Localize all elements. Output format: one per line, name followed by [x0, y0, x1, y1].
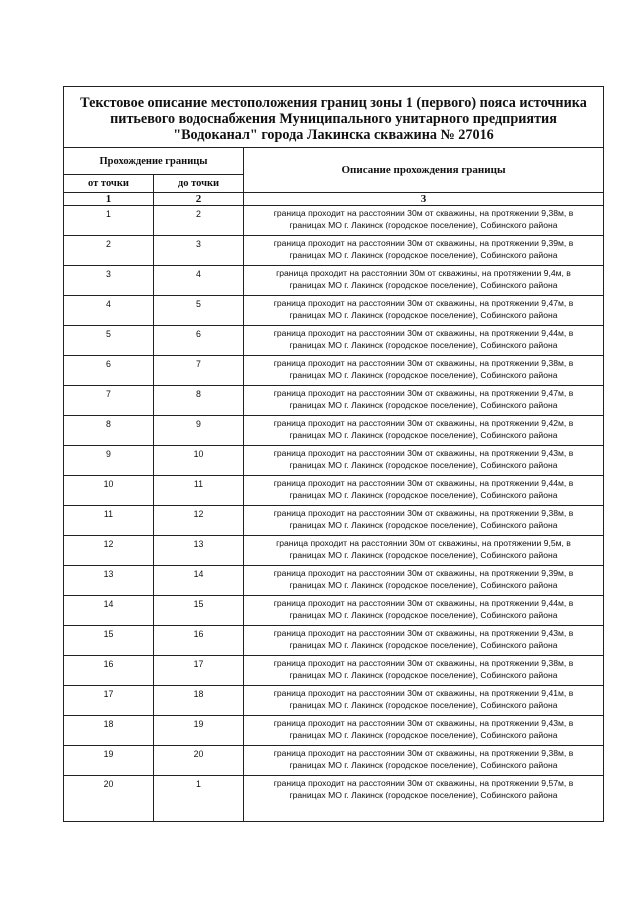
- to-point-cell: 11: [154, 476, 244, 506]
- description-line-2: границах МО г. Лакинск (городское поселение), Собинского района: [289, 460, 558, 470]
- table-row: [64, 266, 604, 296]
- to-point-cell: 3: [154, 236, 244, 266]
- to-point-cell: 6: [154, 326, 244, 356]
- table-row: [64, 536, 604, 566]
- table-row: [64, 446, 604, 476]
- table-row: [64, 476, 604, 506]
- description-line-2: границах МО г. Лакинск (городское поселение), Собинского района: [289, 370, 558, 380]
- description-line-2: границах МО г. Лакинск (городское поселение), Собинского района: [289, 340, 558, 350]
- to-point-cell: 4: [154, 266, 244, 296]
- table-row: [64, 596, 604, 626]
- table-row: [64, 506, 604, 536]
- from-point-cell: 11: [64, 506, 154, 536]
- description-line-2: границах МО г. Лакинск (городское поселение), Собинского района: [289, 760, 558, 770]
- to-point-cell: 15: [154, 596, 244, 626]
- description-line-1: граница проходит на расстоянии 30м от скважины, на протяжении 9,42м, в: [273, 418, 574, 428]
- from-point-cell: 4: [64, 296, 154, 326]
- to-point-cell: 7: [154, 356, 244, 386]
- description-line-1: граница проходит на расстоянии 30м от скважины, на протяжении 9,44м, в: [273, 478, 574, 488]
- description-line-1: граница проходит на расстоянии 30м от скважины, на протяжении 9,39м, в: [273, 238, 574, 248]
- header-row-group: [64, 148, 604, 175]
- description-cell: [244, 536, 604, 566]
- table-row: [64, 236, 604, 266]
- description-cell: [244, 446, 604, 476]
- from-point-cell: 7: [64, 386, 154, 416]
- description-cell: [244, 596, 604, 626]
- column-number: 2: [154, 193, 244, 206]
- table-row: [64, 746, 604, 776]
- description-header: Описание прохождения границы: [244, 148, 604, 193]
- description-line-1: граница проходит на расстоянии 30м от скважины, на протяжении 9,43м, в: [273, 628, 574, 638]
- to-point-cell: 14: [154, 566, 244, 596]
- column-number: 1: [64, 193, 154, 206]
- description-line-1: граница проходит на расстоянии 30м от скважины, на протяжении 9,5м, в: [276, 538, 571, 548]
- description-line-2: границах МО г. Лакинск (городское поселение), Собинского района: [289, 790, 558, 800]
- from-point-cell: 6: [64, 356, 154, 386]
- to-point-cell: 5: [154, 296, 244, 326]
- description-line-2: границах МО г. Лакинск (городское поселение), Собинского района: [289, 280, 558, 290]
- from-point-cell: 2: [64, 236, 154, 266]
- description-line-1: граница проходит на расстоянии 30м от скважины, на протяжении 9,47м, в: [273, 388, 574, 398]
- description-line-1: граница проходит на расстоянии 30м от скважины, на протяжении 9,44м, в: [273, 328, 574, 338]
- table-row: [64, 386, 604, 416]
- description-line-1: граница проходит на расстоянии 30м от скважины, на протяжении 9,38м, в: [273, 658, 574, 668]
- document-sheet: [63, 86, 603, 822]
- to-point-cell: 16: [154, 626, 244, 656]
- to-point-cell: 13: [154, 536, 244, 566]
- description-cell: [244, 326, 604, 356]
- from-point-cell: 1: [64, 206, 154, 236]
- from-point-cell: 15: [64, 626, 154, 656]
- from-point-cell: 16: [64, 656, 154, 686]
- description-line-1: граница проходит на расстоянии 30м от скважины, на протяжении 9,44м, в: [273, 598, 574, 608]
- document-title: [64, 87, 604, 148]
- to-point-cell: 18: [154, 686, 244, 716]
- description-cell: [244, 506, 604, 536]
- description-line-1: граница проходит на расстоянии 30м от скважины, на протяжении 9,39м, в: [273, 568, 574, 578]
- column-number-row: [64, 193, 604, 206]
- from-point-cell: 18: [64, 716, 154, 746]
- description-cell: [244, 776, 604, 822]
- from-point-cell: 12: [64, 536, 154, 566]
- description-line-2: границах МО г. Лакинск (городское поселение), Собинского района: [289, 520, 558, 530]
- to-point-cell: 1: [154, 776, 244, 822]
- description-cell: [244, 686, 604, 716]
- table-row: [64, 206, 604, 236]
- table-row: [64, 626, 604, 656]
- description-line-2: границах МО г. Лакинск (городское поселение), Собинского района: [289, 220, 558, 230]
- title-line-3: "Водоканал" города Лакинска скважина № 27016: [173, 126, 494, 143]
- boundary-table: [63, 86, 604, 822]
- description-cell: [244, 626, 604, 656]
- description-cell: [244, 356, 604, 386]
- description-cell: [244, 206, 604, 236]
- description-line-2: границах МО г. Лакинск (городское поселение), Собинского района: [289, 700, 558, 710]
- from-point-cell: 17: [64, 686, 154, 716]
- description-line-2: границах МО г. Лакинск (городское поселение), Собинского района: [289, 550, 558, 560]
- title-row: [64, 87, 604, 148]
- description-line-2: границах МО г. Лакинск (городское поселение), Собинского района: [289, 610, 558, 620]
- column-number: 3: [244, 193, 604, 206]
- table-row: [64, 296, 604, 326]
- description-line-1: граница проходит на расстоянии 30м от скважины, на протяжении 9,43м, в: [273, 718, 574, 728]
- description-line-2: границах МО г. Лакинск (городское поселение), Собинского района: [289, 430, 558, 440]
- group-header: Прохождение границы: [64, 148, 244, 175]
- to-point-header: до точки: [154, 175, 244, 193]
- table-row: [64, 716, 604, 746]
- table-row: [64, 566, 604, 596]
- to-point-cell: 20: [154, 746, 244, 776]
- table-row: [64, 686, 604, 716]
- from-point-cell: 13: [64, 566, 154, 596]
- description-line-1: граница проходит на расстоянии 30м от скважины, на протяжении 9,38м, в: [273, 508, 574, 518]
- table-row: [64, 416, 604, 446]
- description-line-2: границах МО г. Лакинск (городское поселение), Собинского района: [289, 670, 558, 680]
- table-row: [64, 356, 604, 386]
- description-cell: [244, 266, 604, 296]
- title-line-2: питьевого водоснабжения Муниципального унитарного предприятия: [110, 110, 557, 127]
- to-point-cell: 12: [154, 506, 244, 536]
- from-point-header: от точки: [64, 175, 154, 193]
- description-line-1: граница проходит на расстоянии 30м от скважины, на протяжении 9,41м, в: [273, 688, 574, 698]
- to-point-cell: 2: [154, 206, 244, 236]
- description-line-1: граница проходит на расстоянии 30м от скважины, на протяжении 9,38м, в: [273, 208, 574, 218]
- description-cell: [244, 566, 604, 596]
- from-point-cell: 20: [64, 776, 154, 822]
- from-point-cell: 8: [64, 416, 154, 446]
- description-cell: [244, 296, 604, 326]
- to-point-cell: 19: [154, 716, 244, 746]
- to-point-cell: 9: [154, 416, 244, 446]
- to-point-cell: 8: [154, 386, 244, 416]
- description-cell: [244, 716, 604, 746]
- from-point-cell: 3: [64, 266, 154, 296]
- from-point-cell: 19: [64, 746, 154, 776]
- description-line-2: границах МО г. Лакинск (городское поселение), Собинского района: [289, 310, 558, 320]
- description-cell: [244, 746, 604, 776]
- description-line-1: граница проходит на расстоянии 30м от скважины, на протяжении 9,38м, в: [273, 748, 574, 758]
- table-row: [64, 776, 604, 822]
- description-cell: [244, 476, 604, 506]
- description-cell: [244, 656, 604, 686]
- from-point-cell: 10: [64, 476, 154, 506]
- from-point-cell: 5: [64, 326, 154, 356]
- description-line-2: границах МО г. Лакинск (городское поселение), Собинского района: [289, 400, 558, 410]
- description-line-2: границах МО г. Лакинск (городское поселение), Собинского района: [289, 640, 558, 650]
- from-point-cell: 9: [64, 446, 154, 476]
- description-line-1: граница проходит на расстоянии 30м от скважины, на протяжении 9,43м, в: [273, 448, 574, 458]
- table-row: [64, 326, 604, 356]
- title-line-1: Текстовое описание местоположения границ зоны 1 (первого) пояса источника: [80, 94, 587, 111]
- description-line-2: границах МО г. Лакинск (городское поселение), Собинского района: [289, 490, 558, 500]
- to-point-cell: 10: [154, 446, 244, 476]
- from-point-cell: 14: [64, 596, 154, 626]
- description-line-1: граница проходит на расстоянии 30м от скважины, на протяжении 9,38м, в: [273, 358, 574, 368]
- description-cell: [244, 236, 604, 266]
- description-line-1: граница проходит на расстоянии 30м от скважины, на протяжении 9,57м, в: [273, 778, 574, 788]
- table-row: [64, 656, 604, 686]
- description-line-1: граница проходит на расстоянии 30м от скважины, на протяжении 9,47м, в: [273, 298, 574, 308]
- description-cell: [244, 386, 604, 416]
- description-line-2: границах МО г. Лакинск (городское поселение), Собинского района: [289, 250, 558, 260]
- to-point-cell: 17: [154, 656, 244, 686]
- description-line-1: граница проходит на расстоянии 30м от скважины, на протяжении 9,4м, в: [276, 268, 571, 278]
- description-line-2: границах МО г. Лакинск (городское поселение), Собинского района: [289, 580, 558, 590]
- description-line-2: границах МО г. Лакинск (городское поселение), Собинского района: [289, 730, 558, 740]
- description-cell: [244, 416, 604, 446]
